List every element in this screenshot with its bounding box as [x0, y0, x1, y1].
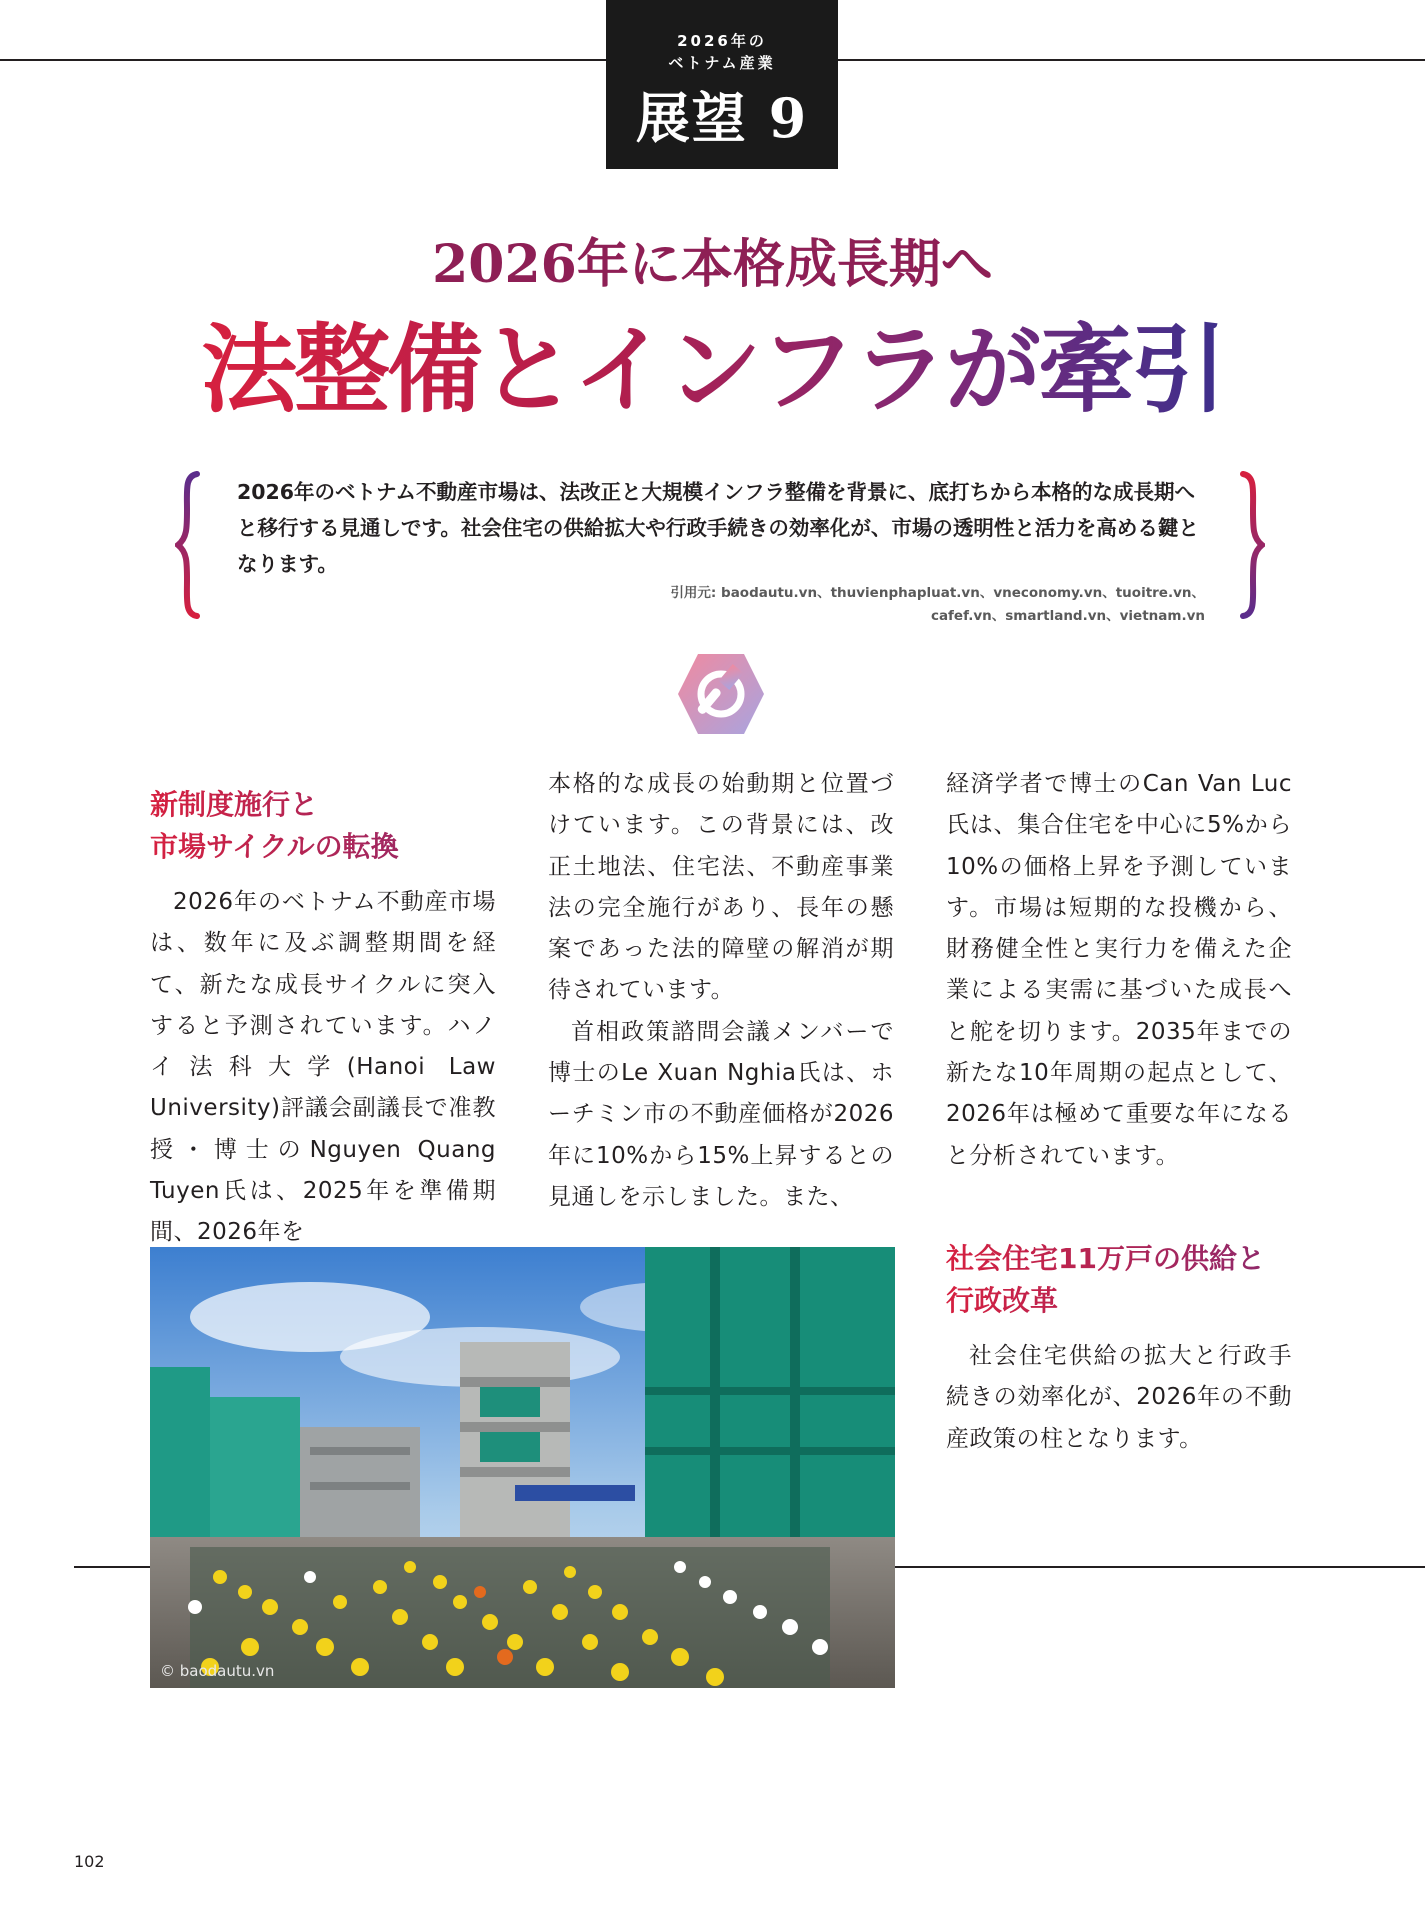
series-header-box	[606, 0, 838, 169]
series-kicker-line1: 2026年の	[677, 32, 767, 50]
series-title: 展望 9	[635, 86, 809, 150]
section2-heading-line1: 社会住宅11万戸の供給と	[946, 1242, 1265, 1275]
headline-main-text: 法整備とインフラが牽引	[201, 314, 1224, 426]
section1-heading	[150, 784, 496, 868]
lead-source-line1: 引用元: baodautu.vn、thuvienphapluat.vn、vneconomy.vn、tuoitre.vn、	[670, 585, 1205, 601]
column-2	[548, 764, 894, 1218]
section1-heading-line2: 市場サイクルの転換	[150, 830, 399, 863]
headline-subtitle: 2026年に本格成長期へ	[432, 234, 993, 295]
section2-paragraph-1: 社会住宅供給の拡大と行政手続きの効率化が、2026年の不動産政策の柱となります。	[946, 1343, 1292, 1452]
column-1	[150, 784, 496, 1254]
series-kicker	[606, 0, 838, 74]
section1-paragraph-1: 2026年のベトナム不動産市場は、数年に及ぶ調整期間を経て、新たな成長サイクルに突入すると予測されています。ハノイ法科大学(Hanoi Law University)評議会副議長で准教授・博士のNguyen Quang Tuyen氏は、2025年を準備期間、2026年を	[150, 889, 496, 1246]
lead-block	[175, 470, 1265, 630]
series-kicker-line2: ベトナム産業	[668, 54, 776, 72]
section1-heading-line1: 新制度施行と	[150, 788, 319, 821]
photo-credit: © baodautu.vn	[160, 1662, 275, 1680]
lead-source	[585, 582, 1205, 628]
construction-site-photo	[150, 1247, 895, 1688]
column-3-section2	[946, 1238, 1292, 1460]
page-number: 102	[74, 1852, 105, 1871]
section1-paragraph-2: 首相政策諮問会議メンバーで博士のLe Xuan Nghia氏は、ホーチミン市の不動産価格が2026年に10%から15%上昇するとの見通しを示しました。また、	[548, 1018, 894, 1210]
construction-site-illustration	[150, 1247, 895, 1688]
section2-heading	[946, 1238, 1292, 1322]
left-brace-icon	[175, 470, 201, 620]
lead-text: 2026年のベトナム不動産市場は、法改正と大規模インフラ整備を背景に、底打ちから本格的な成長期へと移行する見通しです。社会住宅の供給拡大や行政手続きの効率化が、市場の透明性と活力を高める鍵となります。	[237, 480, 1199, 576]
section1-paragraph-2-continued: 経済学者で博士のCan Van Luc氏は、集合住宅を中心に5%から10%の価格上昇を予測しています。市場は短期的な投機から、財務健全性と実行力を備えた企業による実需に基づいた成長へと舵を切ります。2035年までの新たな10年周期の起点として、2026年は極めて重要な年になると分析されています。	[946, 771, 1292, 1169]
wrench-hexagon-icon	[676, 652, 766, 736]
right-brace-icon	[1239, 470, 1265, 620]
headline-main	[0, 312, 1425, 428]
section1-paragraph-1-continued: 本格的な成長の始動期と位置づけています。この背景には、改正土地法、住宅法、不動産事業法の完全施行があり、長年の懸案であった法的障壁の解消が期待されています。	[548, 771, 894, 1004]
lead-source-line2: cafef.vn、smartland.vn、vietnam.vn	[930, 608, 1205, 624]
column-3	[946, 764, 1292, 1177]
section2-heading-line2: 行政改革	[946, 1284, 1059, 1317]
